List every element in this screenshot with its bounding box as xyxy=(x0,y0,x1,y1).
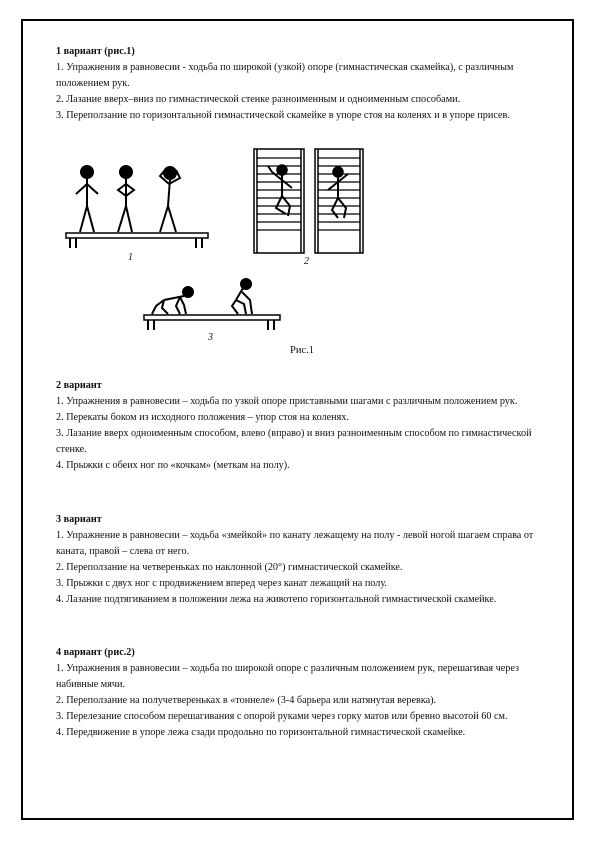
figure-caption: Рис.1 xyxy=(290,345,314,356)
variant-1-item-3: 3. Переползание по горизонтальной гимнастической скамейке в упоре стоя на коленях и в упоре присев. xyxy=(56,110,510,121)
variant-1-item-1: 1. Упражнения в равновесии - ходьба по широкой (узкой) опоре (гимнастическая скамейка), с различным положением рук. xyxy=(56,62,514,89)
variant-3-item-4: 4. Лазание подтягиванием в положении лежа на животепо горизонтальной гимнастической скамейке. xyxy=(56,594,497,605)
variant-2-item-1: 1. Упражнения в равновесии – ходьба по узкой опоре приставными шагами с различным положением рук. xyxy=(56,396,518,407)
figure-label-3: 3 xyxy=(208,332,213,343)
variant-2-heading: 2 вариант xyxy=(56,380,102,391)
variant-4-section xyxy=(56,645,538,741)
bench-walking-scene xyxy=(66,166,208,248)
variant-4-item-2: 2. Переползание на получетвереньках в «тоннеле» (3-4 барьера или натянутая веревка). xyxy=(56,695,437,706)
variant-2-item-3: 3. Лазание вверх одноименным способом, влево (вправо) и вниз разноименным способом по гимнастической стенке. xyxy=(56,428,532,455)
bench-crawling-scene xyxy=(144,279,280,330)
figure-label-2: 2 xyxy=(304,256,309,267)
wall-bars-scene xyxy=(254,149,363,253)
variant-3-heading: 3 вариант xyxy=(56,514,102,525)
variant-3-item-1: 1. Упражнение в равновесии – ходьба «змейкой» по канату лежащему на полу - левой ногой шагаем справа от каната, правой – слева от него. xyxy=(56,530,534,557)
variant-1-item-2: 2. Лазание вверх–вниз по гимнастической стенке разноименным и одноименным способами. xyxy=(56,94,461,105)
variant-1-heading: 1 вариант (рис.1) xyxy=(56,46,135,57)
variant-3-section xyxy=(56,512,538,608)
variant-4-item-4: 4. Передвижение в упоре лежа сзади продольно по горизонтальной гимнастической скамейке. xyxy=(56,727,466,738)
variant-4-item-3: 3. Перелезание способом перешагивания с опорой руками через горку матов или бревно высотой 60 см. xyxy=(56,711,508,722)
variant-2-item-4: 4. Прыжки с обеих ног по «кочкам» (меткам на полу). xyxy=(56,460,290,471)
figure-label-1: 1 xyxy=(128,252,133,263)
variant-3-item-3: 3. Прыжки с двух ног с продвижением вперед через канат лежащий на полу. xyxy=(56,578,387,589)
variant-2-item-2: 2. Перекаты боком из исходного положения – упор стоя на коленях. xyxy=(56,412,349,423)
variant-3-item-2: 2. Переползание на четвереньках по наклонной (20°) гимнастической скамейке. xyxy=(56,562,403,573)
variant-2-section xyxy=(56,378,538,474)
variant-4-item-1: 1. Упражнения в равновесии – ходьба по широкой опоре с различным положением рук, перешагивая через набивные мячи. xyxy=(56,663,520,690)
variant-4-heading: 4 вариант (рис.2) xyxy=(56,647,135,658)
